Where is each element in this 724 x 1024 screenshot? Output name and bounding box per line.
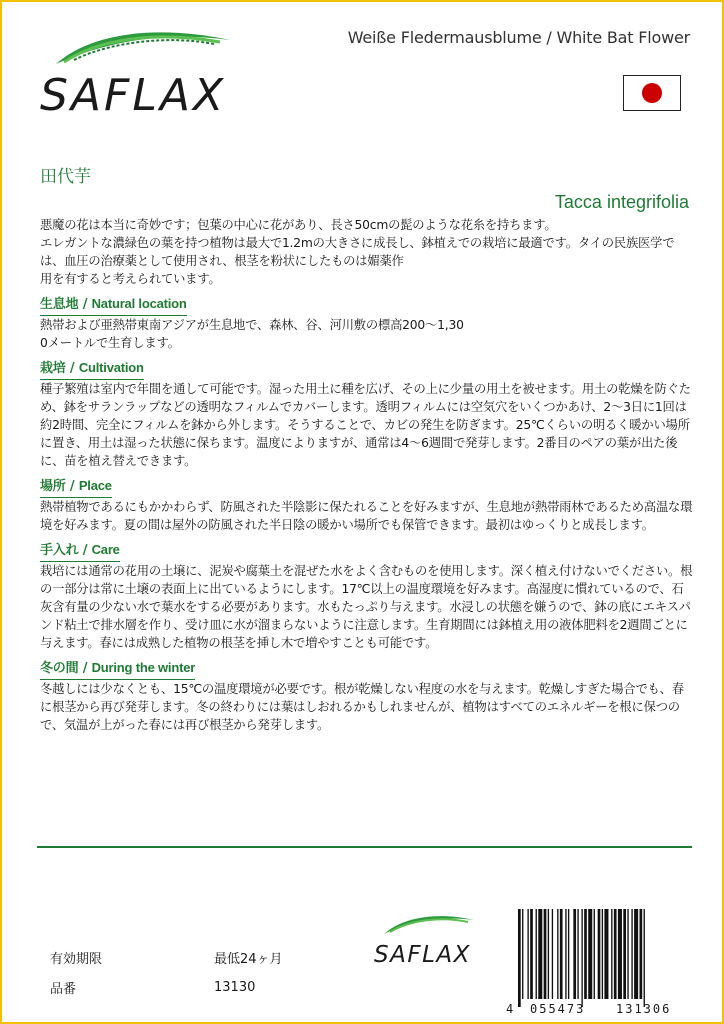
barcode-bars [518, 909, 645, 1007]
japanese-plant-name: 田代芋 [40, 167, 91, 187]
section-text: 熱帯植物であるにもかかわらず、防風された半陰影に保たれることを好みますが、生息地が熱帯雨林であるため高温な環境を好みます。夏の間は屋外の防風された半日陰の暖かい場所でも保管できます。最初はゆっくりと成長します。 [40, 500, 693, 532]
section-care [40, 534, 695, 652]
saflax-logo-small [370, 910, 490, 970]
section-text: 種子繁殖は室内で年間を通して可能です。湿った用土に種を広げ、その上に少量の用土を被せます。用土の乾燥を防ぐため、鉢をサランラップなどの透明なフィルムでカバーします。透明フィルムには空気穴をいくつかあけ、2～3日に1回は約2時間、完全にフィルムを鉢から外します。そうすることで、カビの発生を防ぎます。25℃くらいの明るく暖かい場所に置き、用土は湿った状態に保ちます。温度によりますが、通常は4〜6週間で発芽します。2番目のペアの葉が出た後に、苗を植え替えできます。 [40, 382, 691, 468]
barcode-bar [623, 909, 626, 999]
barcode-bar [604, 909, 608, 999]
barcode-bar [614, 909, 617, 999]
item-number-label: 品番 [50, 981, 77, 997]
barcode-bar [627, 909, 628, 999]
logo-text: SAFLAX [374, 942, 471, 968]
intro-line: 悪魔の花は本当に奇妙です；包葉の中心に花があり、長さ50cmの髭のような花糸を持ちます。 [40, 218, 557, 232]
section-heading: 冬の間 / During the winter [40, 659, 195, 680]
barcode-bar [631, 909, 632, 999]
intro-line: 用を有すると考えられています。 [40, 272, 221, 286]
barcode-bar [544, 909, 547, 999]
product-meta [50, 942, 283, 1002]
barcode-bar [588, 909, 592, 999]
barcode-bar [634, 909, 638, 999]
intro-line: エレガントな濃緑色の葉を持つ植物は最大で1.2mの大きさに成長し、鉢植えでの栽培に最適です。タイの民族医学では、血圧の治療薬として使用され、根茎を粉状にしたものは媚薬作 [40, 236, 675, 268]
latin-plant-name: Tacca integrifolia [554, 192, 689, 212]
section-heading: 手入れ / Care [40, 541, 120, 562]
barcode-bar [565, 909, 566, 999]
section-place [40, 470, 695, 534]
barcode-bar [598, 909, 601, 999]
ean-barcode [502, 907, 692, 1017]
barcode-digits-left: 055473 [530, 1002, 586, 1016]
barcode-bar [594, 909, 595, 999]
barcode-digit-first: 4 [506, 1002, 514, 1016]
expiry-label: 有効期限 [50, 951, 103, 967]
barcode-bar [536, 909, 537, 999]
section-winter [40, 652, 695, 734]
logo-text: SAFLAX [40, 70, 227, 121]
section-natural-location [40, 288, 695, 352]
barcode-bar [552, 909, 553, 999]
description-body [40, 216, 695, 734]
barcode-bar [602, 909, 603, 999]
section-heading: 生息地 / Natural location [40, 295, 187, 316]
barcode-bar [611, 909, 612, 999]
section-cultivation [40, 352, 695, 470]
barcode-bar [577, 909, 578, 999]
barcode-bar [640, 909, 643, 999]
expiry-value: 最低24ヶ月 [214, 951, 283, 967]
saflax-logo [34, 22, 264, 122]
expiry-row [50, 942, 283, 972]
section-text: 熱帯および亜熱帯東南アジアが生息地で、森林、谷、河川敷の標高200〜1,30 0メートルで生育します。 [40, 318, 464, 350]
barcode-bar [538, 909, 542, 999]
barcode-bar [584, 909, 587, 999]
barcode-bar [644, 909, 645, 1007]
barcode-bar [518, 909, 521, 1007]
divider-line [37, 846, 692, 848]
barcode-bar [560, 909, 563, 999]
barcode-bar [527, 909, 528, 999]
barcode-bar [530, 909, 533, 999]
intro-paragraph [40, 216, 695, 288]
product-title: Weiße Fledermausblume / White Bat Flower [347, 28, 690, 47]
section-text: 栽培には通常の花用の土壌に、泥炭や腐葉土を混ぜた水をよく含むものを使用します。深く植え付けないでください。根の一部分は常に土壌の表面上に出ているようにします。17℃以上の温度環境を好みます。高湿度に慣れているので、石灰含有量の少ない水で葉水をする必要があります。水もたっぷり与えます。水浸しの状態を嫌うので、鉢の底にエキスパンド粘土で排水層を作り、受け皿に水が溜まらないように注意します。生育期間には鉢植え用の液体肥料を2週間ごとに与えます。春には成熟した植物の根茎を挿し木で増やすことも可能です。 [40, 564, 693, 650]
item-number-value: 13130 [214, 979, 256, 995]
section-text: 冬越しには少なくとも、15℃の温度環境が必要です。根が乾燥しない程度の水を与えます。乾燥しすぎた場合でも、春に根茎から再び発芽します。冬の終わりには葉はしおれるかもしれませんが、植物はすべてのエネルギーを根に保つので、気温が上がった春には再び根茎から発芽します。 [40, 682, 684, 732]
barcode-digits-right: 131306 [616, 1002, 672, 1016]
barcode-bar [581, 909, 582, 1007]
section-heading: 栽培 / Cultivation [40, 359, 144, 380]
barcode-bar [522, 909, 523, 999]
item-number-row [50, 972, 283, 1002]
barcode-bar [573, 909, 576, 999]
barcode-bar [618, 909, 622, 999]
leaf-swoosh-icon [56, 32, 230, 64]
barcode-bar [548, 909, 549, 999]
leaf-swoosh-icon [384, 916, 474, 934]
barcode-bar [557, 909, 558, 999]
section-heading: 場所 / Place [40, 477, 112, 498]
barcode-bar [568, 909, 569, 999]
flag-disc [642, 83, 662, 103]
japan-flag-icon [623, 75, 681, 111]
